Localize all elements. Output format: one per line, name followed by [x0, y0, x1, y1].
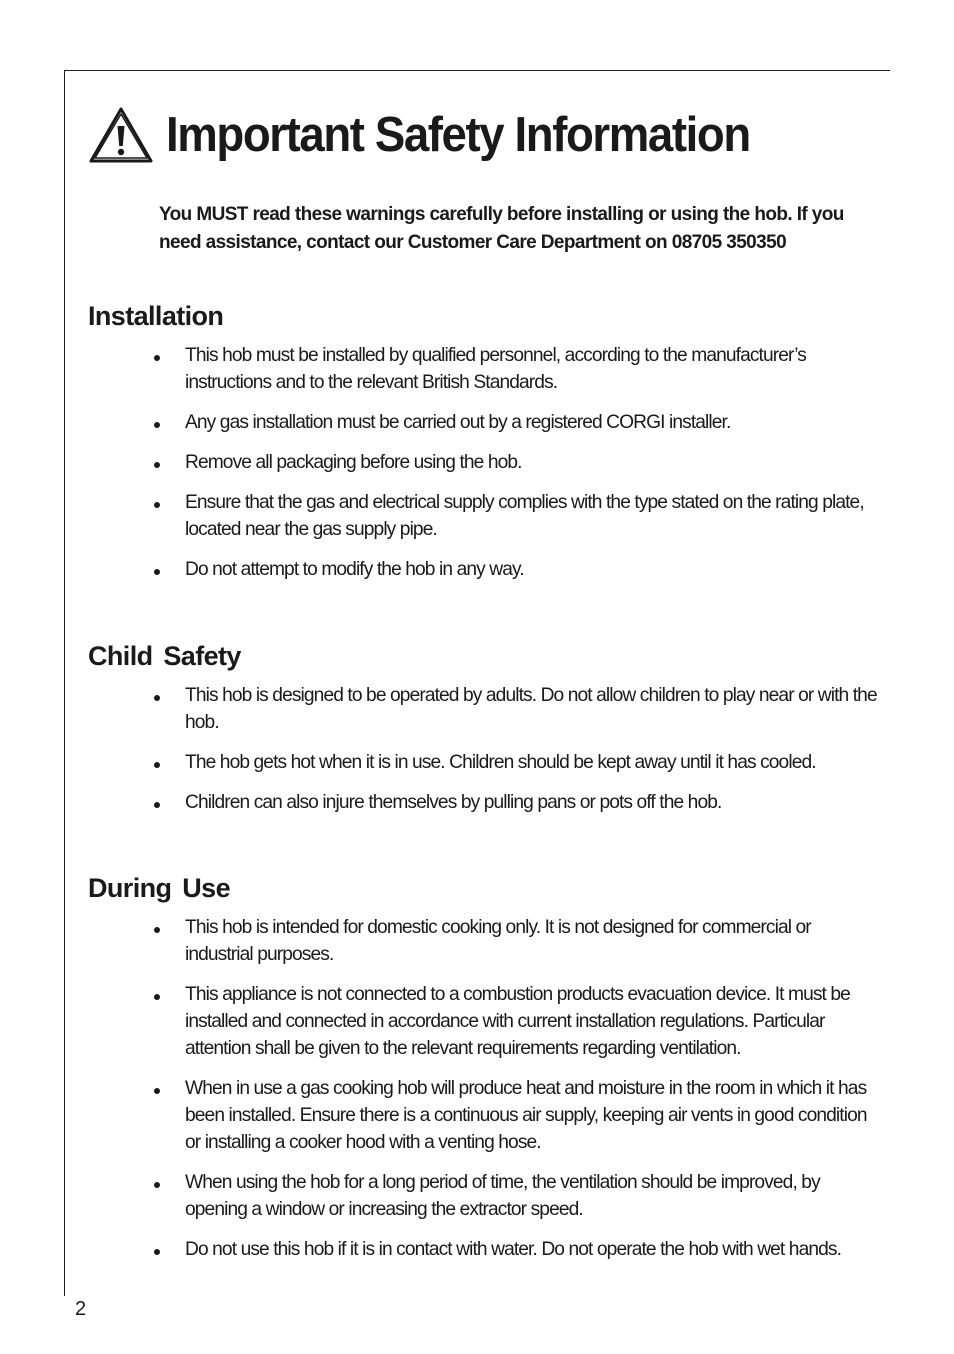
list-item-text: Remove all packaging before using the hob.	[185, 452, 522, 473]
list-item-text: Children can also injure themselves by pulling pans or pots off the hob.	[185, 792, 722, 813]
list-item	[88, 556, 878, 583]
section-heading: Installation	[88, 301, 224, 331]
bullet-list	[88, 342, 878, 583]
list-item-text: Ensure that the gas and electrical supply complies with the type stated on the rating plate, located near the gas supply pipe.	[185, 492, 864, 540]
bullet-dot-icon	[154, 1182, 160, 1188]
list-item-text: The hob gets hot when it is in use. Children should be kept away until it has cooled.	[185, 752, 816, 773]
bullet-list	[88, 682, 878, 816]
list-item	[88, 489, 878, 543]
list-item	[88, 1236, 878, 1263]
page-title: Important Safety Information	[166, 108, 750, 162]
list-item-text: This hob must be installed by qualified personnel, according to the manufacturer’s instructions and to the relevant British Standards.	[185, 345, 806, 393]
intro-warning-text: You MUST read these warnings carefully before installing or using the hob. If you need assistance, contact our Customer Care Department on 08705 350350	[159, 204, 844, 253]
bullet-dot-icon	[154, 502, 160, 508]
list-item	[88, 789, 878, 816]
bullet-dot-icon	[154, 569, 160, 575]
bullet-dot-icon	[154, 422, 160, 428]
page-number: 2	[75, 1298, 87, 1320]
section-during-use	[88, 872, 878, 1276]
list-item	[88, 981, 878, 1062]
list-item-text: This hob is designed to be operated by adults. Do not allow children to play near or with the hob.	[185, 685, 877, 733]
bullet-dot-icon	[154, 802, 160, 808]
bullet-dot-icon	[154, 355, 160, 361]
list-item	[88, 1075, 878, 1156]
list-item	[88, 449, 878, 476]
list-item-text: Do not attempt to modify the hob in any way.	[185, 559, 524, 580]
section-child-safety	[88, 640, 878, 829]
bullet-list	[88, 914, 878, 1263]
section-heading: Child Safety	[88, 641, 241, 671]
bullet-dot-icon	[154, 1088, 160, 1094]
list-item-text: This hob is intended for domestic cooking only. It is not designed for commercial or industrial purposes.	[185, 917, 811, 965]
warning-triangle-icon	[88, 106, 154, 164]
list-item	[88, 914, 878, 968]
bullet-dot-icon	[154, 1249, 160, 1255]
list-item-text: Any gas installation must be carried out by a registered CORGI installer.	[185, 412, 731, 433]
bullet-dot-icon	[154, 462, 160, 468]
list-item	[88, 682, 878, 736]
list-item-text: When using the hob for a long period of time, the ventilation should be improved, by opening a window or increasing the extractor speed.	[185, 1172, 820, 1220]
left-border-rule	[64, 70, 65, 1296]
bullet-dot-icon	[154, 695, 160, 701]
bullet-dot-icon	[154, 994, 160, 1000]
section-installation	[88, 300, 878, 596]
list-item	[88, 342, 878, 396]
list-item	[88, 749, 878, 776]
list-item	[88, 1169, 878, 1223]
top-border-rule	[64, 70, 890, 71]
bullet-dot-icon	[154, 927, 160, 933]
section-heading: During Use	[88, 873, 231, 903]
list-item-text: When in use a gas cooking hob will produce heat and moisture in the room in which it has been installed. Ensure there is a continuous air supply, keeping air vents in good condition or installing a cooker hood with a venting hose.	[185, 1078, 867, 1153]
list-item-text: This appliance is not connected to a combustion products evacuation device. It must be installed and connected in accordance with current installation regulations. Particular attention shall be given to the relevant requirements regarding ventilation.	[185, 984, 850, 1059]
list-item-text: Do not use this hob if it is in contact with water. Do not operate the hob with wet hands.	[185, 1239, 842, 1260]
title-row	[88, 104, 794, 166]
bullet-dot-icon	[154, 762, 160, 768]
list-item	[88, 409, 878, 436]
